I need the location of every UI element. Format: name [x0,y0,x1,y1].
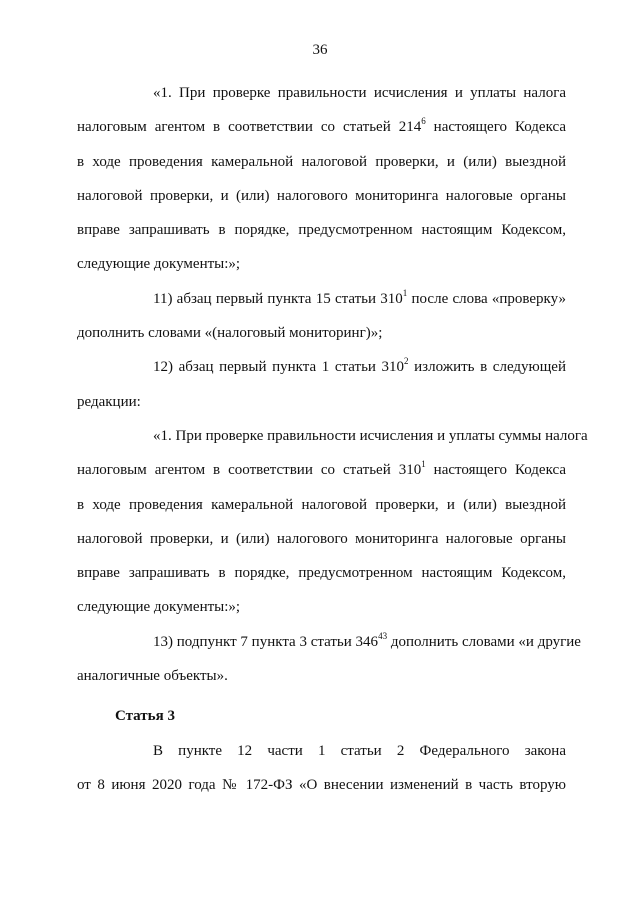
document-body [77,76,588,802]
text-line: в ходе проведения камеральной налоговой проверки, и (или) выездной [77,496,566,513]
text-line: налоговым агентом в соответствии со статьей $310^1$ настоящего Кодекса [77,459,566,479]
text-line: 13) подпункт 7 пункта 3 статьи $346^{43}$ дополнить словами «и другие [153,630,581,650]
text-line: В пункте 12 части 1 статьи 2 Федерального закона [153,742,566,759]
page-number: 36 [312,42,328,58]
quoted-paragraph-2 [77,419,588,625]
superscript: 2 [404,356,409,367]
superscript: 43 [378,630,388,641]
text-line: следующие документы:»; [77,256,241,273]
text-line: дополнить словами «(налоговый мониторинг)»; [77,325,383,342]
text-line: «1. При проверке правильности исчисления и уплаты налога [153,85,566,101]
text-line: налоговой проверки, и (или) налогового мониторинга налоговые органы [77,530,566,547]
text-line: редакции: [77,393,141,410]
amendment-item-11 [77,282,566,351]
text-line: аналогичные объекты». [77,668,228,685]
text-line: в ходе проведения камеральной налоговой проверки, и (или) выездной [77,153,566,170]
article-heading: Статья 3 [115,708,175,725]
superscript: 1 [421,459,426,470]
text-line: 11) абзац первый пункта 15 статьи $310^1$ после слова «проверку» [153,287,567,307]
article-3-paragraph [77,734,566,803]
text-line: налоговой проверки, и (или) налогового мониторинга налоговые органы [77,187,566,204]
quoted-paragraph-1 [77,76,566,282]
text-line: следующие документы:»; [77,599,241,616]
superscript: 1 [402,287,408,298]
text-line: вправе запрашивать в порядке, предусмотренном настоящим Кодексом, [77,565,566,582]
text-line: вправе запрашивать в порядке, предусмотренном настоящим Кодексом, [77,222,566,239]
text-line: 12) абзац первый пункта 1 статьи $310^2$ изложить в следующей [153,356,566,376]
amendment-item-13 [77,625,581,694]
text-line: от 8 июня 2020 года № 172-ФЗ «О внесении изменений в часть вторую [77,776,566,793]
superscript: 6 [421,116,426,127]
text-line: налоговым агентом в соответствии со статьей $214^6$ настоящего Кодекса [77,116,566,136]
amendment-item-12 [77,350,566,419]
text-line: «1. При проверке правильности исчисления и уплаты суммы налога [153,427,588,444]
